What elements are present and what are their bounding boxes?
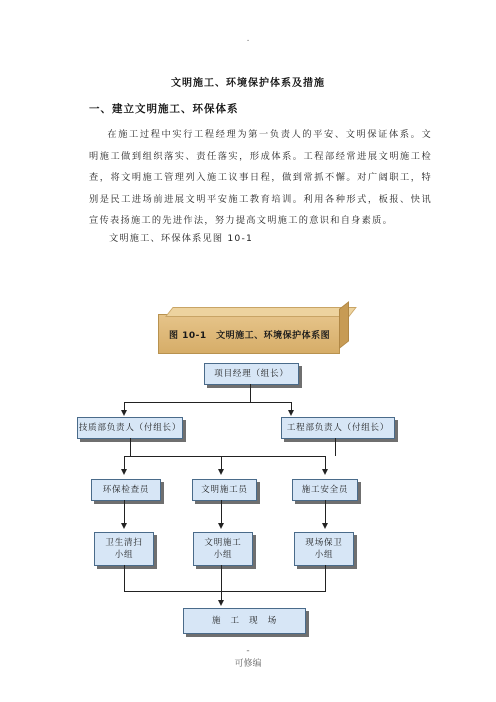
section-heading: 一、建立文明施工、环保体系 [89, 103, 239, 115]
node-site-security-team: 现场保卫 小组 [294, 532, 354, 566]
connector [335, 438, 336, 456]
document-title: 文明施工、环境保护体系及措施 [171, 78, 325, 89]
banner-top-face [165, 307, 357, 317]
body-paragraph: 在施工过程中实行工程经理为第一负责人的平安、文明保证体系。文明施工做到组织落实、责任落实，形成体系。工程部经常进展文明施工检查，将文明施工管理列入施工议事日程，做到常抓不懈。对广阔职工，特别是民工进场前进展文明平安施工教育培训。利用各种形式，板报、快讯宣传表扬施工的先进作法，努力提高文明施工的意识和自身素质。 [89, 129, 432, 226]
node-env-inspector: 环保检查员 [91, 479, 161, 501]
connector [250, 384, 251, 402]
bottom-mark: - [246, 646, 250, 656]
node-safety-officer: 施工安全员 [292, 479, 358, 501]
arrow [288, 410, 294, 416]
org-chart [78, 314, 496, 644]
figure-reference: 文明施工、环保体系见图 10-1 [109, 233, 254, 244]
connector [325, 500, 326, 524]
page-footer: 可修编 [234, 659, 262, 669]
connector [124, 565, 125, 591]
node-civil-construction-officer: 文明施工员 [192, 479, 257, 501]
connector [325, 456, 326, 470]
arrow [322, 469, 328, 475]
arrow [121, 410, 127, 416]
connector [221, 565, 222, 591]
node-project-manager: 项目经理（组长） [204, 363, 299, 385]
arrow [121, 523, 127, 529]
connector [124, 591, 326, 592]
connector [130, 438, 131, 456]
banner-side-face [339, 301, 349, 349]
chart-banner-title: 图 10-1 文明施工、环境保护体系图 [169, 331, 331, 341]
top-mark: . [246, 34, 250, 44]
chart-banner [158, 314, 340, 354]
connector [124, 402, 292, 403]
connector [124, 456, 125, 470]
node-civil-construction-team: 文明施工 小组 [193, 532, 253, 566]
node-tech-quality-lead: 技质部负责人（付组长） [77, 417, 183, 439]
connector [221, 456, 222, 470]
connector [221, 500, 222, 524]
arrow [218, 523, 224, 529]
arrow [322, 523, 328, 529]
node-construction-site: 施 工 现 场 [183, 608, 306, 634]
arrow [218, 469, 224, 475]
node-sanitation-team: 卫生清扫 小组 [94, 532, 154, 566]
connector [124, 456, 326, 457]
arrow [121, 469, 127, 475]
connector [124, 500, 125, 524]
node-engineering-lead: 工程部负责人（付组长） [281, 417, 395, 439]
connector [325, 565, 326, 591]
arrow [218, 600, 224, 606]
